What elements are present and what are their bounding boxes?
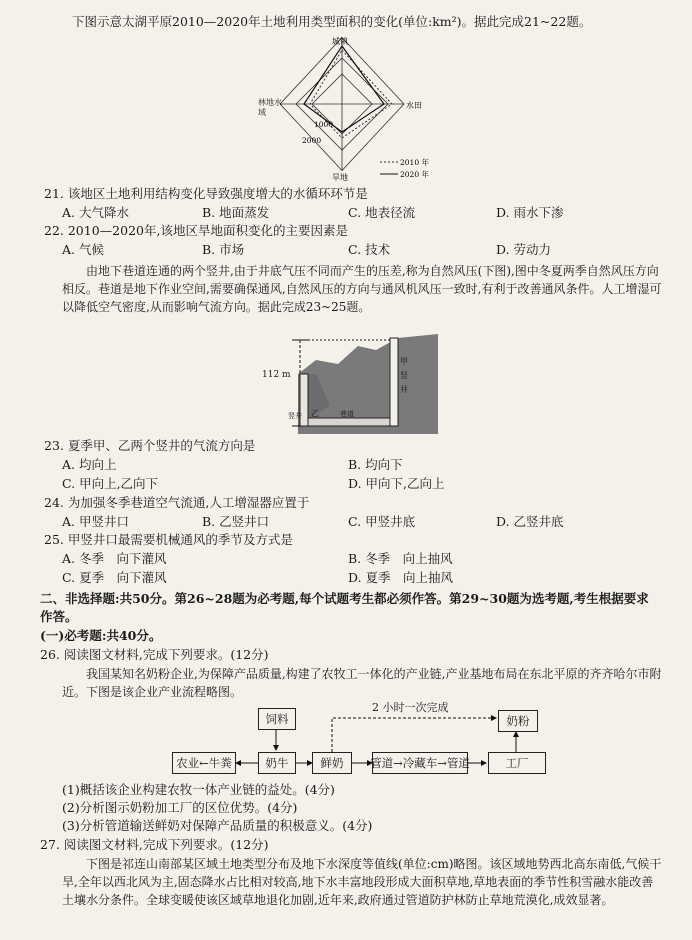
- q23-option-c[interactable]: C. 甲向上,乙向下: [62, 476, 159, 491]
- flow-factory: 工厂: [488, 752, 546, 774]
- q22-option-d[interactable]: D. 劳动力: [496, 242, 552, 257]
- legend-2020: 2020 年: [400, 170, 429, 179]
- flow-cow: 奶牛: [258, 752, 296, 774]
- radar-tick-2000: 2000: [302, 136, 322, 145]
- q23-option-b[interactable]: B. 均向下: [348, 457, 403, 472]
- q24-option-d[interactable]: D. 乙竖井底: [496, 514, 564, 529]
- intro-text-1: 下图示意太湖平原2010—2020年土地利用类型面积的变化(单位:km²)。据此完成21~22题。: [72, 14, 592, 29]
- q25-option-d[interactable]: D. 夏季 向上抽风: [348, 570, 454, 585]
- q21-option-c[interactable]: C. 地表径流: [348, 205, 416, 220]
- q27-stem: 27. 阅读图文材料,完成下列要求。(12分): [40, 837, 269, 852]
- shaft-height-label: 112 m: [262, 370, 291, 380]
- q26-sub-3: (3)分析管道输送鲜奶对保障产品质量的积极意义。(4分): [62, 818, 373, 833]
- shaft-label-jia: 甲: [400, 357, 408, 366]
- q27-material: 下图是祁连山南部某区域土地类型分布及地下水深度等值线(单位:cm)略图。该区域地势西北高东南低,气候干旱,全年以西北风为主,固态降水占比相对较高,地下水丰富地段形成大面积草地,草地表面的季节性积雪融水能改善土壤水分条件。全球变暖使该区域草地退化加剧,近年来,政府通过管道防护林防止草地荒漠化,成效显著。: [62, 857, 662, 907]
- radar-tick-1000: 1000: [314, 120, 334, 129]
- q21-stem: 21. 该地区土地利用结构变化导致强度增大的水循环环节是: [44, 186, 368, 201]
- shaft-diagram: [258, 334, 438, 434]
- q22-stem: 22. 2010—2020年,该地区旱地面积变化的主要因素是: [44, 223, 348, 238]
- q21-option-b[interactable]: B. 地面蒸发: [202, 205, 270, 220]
- flow-dashed-label: 2 小时一次完成: [372, 701, 449, 714]
- q25-stem: 25. 甲竖井口最需要机械通风的季节及方式是: [44, 532, 293, 547]
- q25-option-c[interactable]: C. 夏季 向下灌风: [62, 570, 167, 585]
- shaft-label-yi: 乙: [311, 409, 319, 418]
- flow-fresh-milk: 鲜奶: [312, 752, 352, 774]
- shaft-label-jing: 井: [400, 385, 408, 394]
- radar-axis-bottom: 旱地: [332, 173, 348, 182]
- q24-option-a[interactable]: A. 甲竖井口: [62, 514, 129, 529]
- flow-pipeline: 管道→冷藏车→管道: [372, 752, 468, 774]
- q26-stem: 26. 阅读图文材料,完成下列要求。(12分): [40, 647, 269, 662]
- q24-option-b[interactable]: B. 乙竖井口: [202, 514, 270, 529]
- q26-material: 我国某知名奶粉企业,为保障产品质量,构建了农牧工一体化的产业链,产业基地布局在东北平原的齐齐哈尔市附近。下图是该企业产业流程略图。: [62, 667, 662, 699]
- q23-option-d[interactable]: D. 甲向下,乙向上: [348, 476, 445, 491]
- q24-option-c[interactable]: C. 甲竖井底: [348, 514, 416, 529]
- legend-2010: 2010 年: [400, 158, 429, 167]
- shaft-label-shujing: 竖井: [288, 412, 302, 420]
- flow-milk-powder: 奶粉: [498, 710, 538, 732]
- shaft-label-shu: 竖: [400, 371, 408, 380]
- q21-option-d[interactable]: D. 雨水下渗: [496, 205, 564, 220]
- q24-stem: 24. 为加强冬季巷道空气流通,人工增湿器应置于: [44, 495, 310, 510]
- q21-option-a[interactable]: A. 大气降水: [62, 205, 129, 220]
- q26-sub-1: (1)概括该企业构建农牧一体产业链的益处。(4分): [62, 782, 335, 797]
- intro-text-2: 由地下巷道连通的两个竖井,由于井底气压不同而产生的压差,称为自然风压(下图),图中冬夏两季自然风压方向相反。巷道是地下作业空间,需要确保通风,自然风压的方向与通风机风压一致时,有利于改善通风条件。人工增湿可以降低空气密度,从而影响气流方向。据此完成23~25题。: [62, 264, 662, 314]
- section-2-heading: 二、非选择题:共50分。第26~28题为必考题,每个试题考生都必须作答。第29~30题为选考题,考生根据要求作答。: [40, 591, 649, 624]
- q25-option-a[interactable]: A. 冬季 向下灌风: [62, 551, 167, 566]
- q25-option-b[interactable]: B. 冬季 向上抽风: [348, 551, 453, 566]
- radar-axis-left: 林地水域: [258, 98, 282, 117]
- radar-axis-top: 城镇: [332, 37, 348, 46]
- section-2a-heading: (一)必考题:共40分。: [40, 628, 162, 643]
- radar-chart: [280, 34, 480, 184]
- tunnel-label: 巷道: [340, 410, 354, 418]
- flow-agriculture: 农业←牛粪: [172, 752, 236, 774]
- q26-sub-2: (2)分析图示奶粉加工厂的区位优势。(4分): [62, 800, 298, 815]
- flow-feed: 饲料: [258, 708, 296, 730]
- q23-option-a[interactable]: A. 均向上: [62, 457, 117, 472]
- q22-option-a[interactable]: A. 气候: [62, 242, 104, 257]
- radar-axis-right: 水田: [406, 101, 422, 110]
- q22-option-b[interactable]: B. 市场: [202, 242, 245, 257]
- q23-stem: 23. 夏季甲、乙两个竖井的气流方向是: [44, 438, 256, 453]
- q22-option-c[interactable]: C. 技术: [348, 242, 391, 257]
